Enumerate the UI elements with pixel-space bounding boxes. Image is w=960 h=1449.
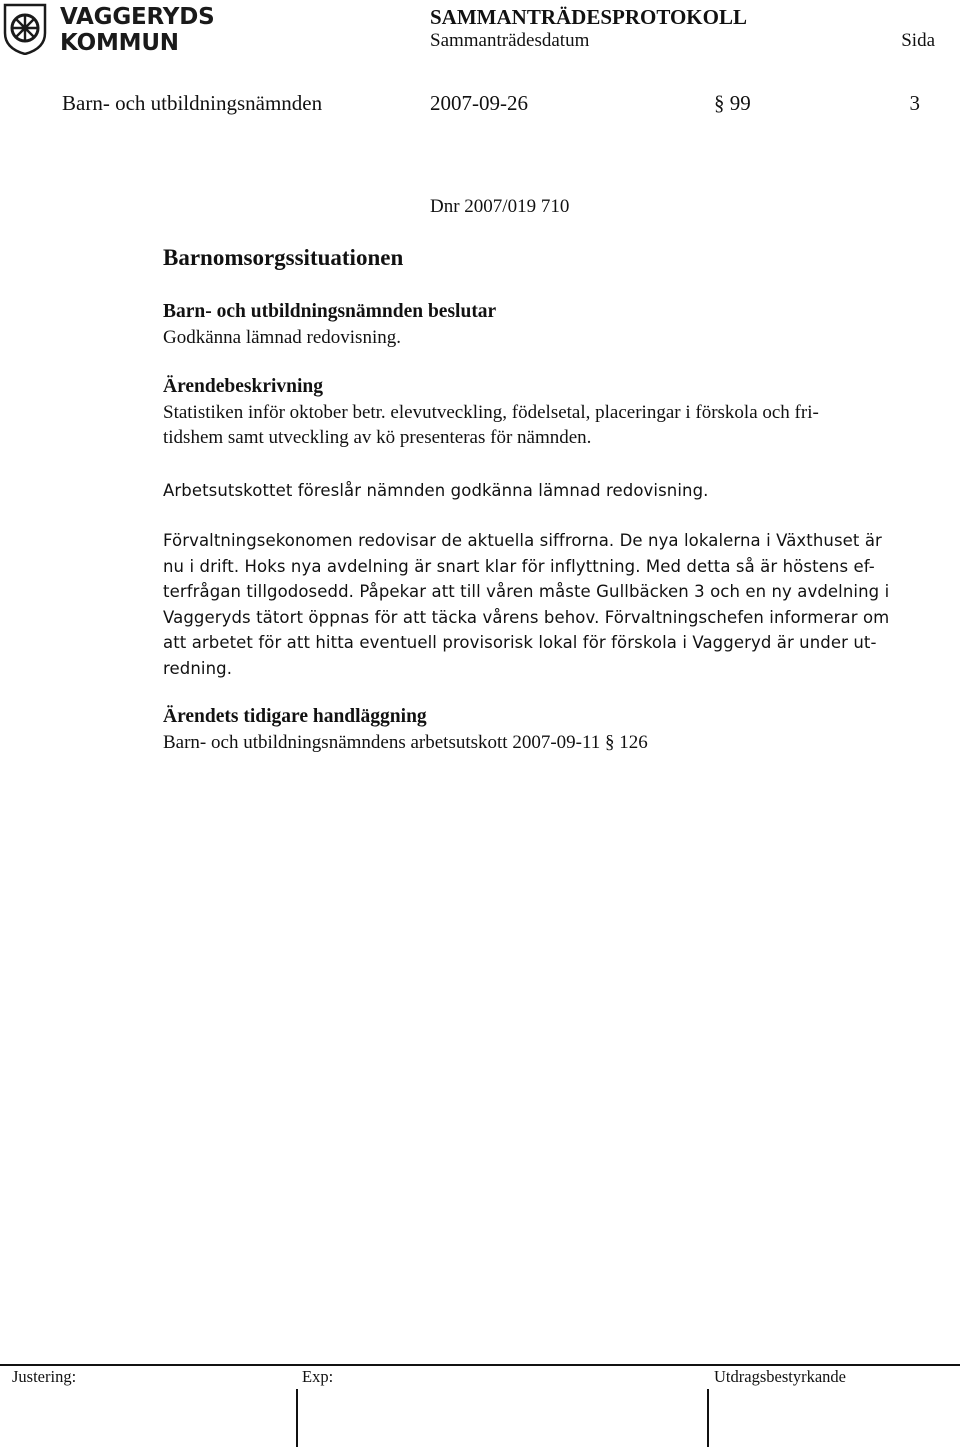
history-paragraph-sign: § xyxy=(605,731,615,753)
report-line: nu i drift. Hoks nya avdelning är snart klar för inflyttning. Med detta så är höstens ef- xyxy=(163,556,875,576)
history-paragraph-number: 126 xyxy=(619,731,648,753)
history-committee-date: Barn- och utbildningsnämndens arbetsutskott 2007-09-11 xyxy=(163,731,601,753)
document-body xyxy=(163,245,923,271)
footer-signature-divider xyxy=(296,1389,298,1447)
case-title: Barnomsorgssituationen xyxy=(163,245,404,270)
logo-wordmark xyxy=(60,4,214,56)
proposal-text: Arbetsutskottet föreslår nämnden godkänna lämnad redovisning. xyxy=(163,481,709,500)
meeting-date: 2007-09-26 xyxy=(430,91,528,115)
logo-line-2: KOMMUN xyxy=(60,30,179,56)
footer-exp-label: Exp: xyxy=(302,1367,334,1386)
decision-section xyxy=(163,299,923,350)
report-line: Vaggeryds tätort öppnas för att täcka vårens behov. Förvaltningschefen informerar om xyxy=(163,607,890,627)
paragraph-sign: § xyxy=(714,91,725,115)
proposal-section xyxy=(163,478,923,504)
footer-signature-divider xyxy=(707,1389,709,1447)
description-line: Statistiken inför oktober betr. elevutveckling, födelsetal, placeringar i förskola och fri- xyxy=(163,401,819,423)
decision-heading: Barn- och utbildningsnämnden beslutar xyxy=(163,301,497,322)
page-number: 3 xyxy=(909,91,920,115)
history-section xyxy=(163,704,923,755)
description-line: tidshem samt utveckling av kö presenteras för nämnden. xyxy=(163,427,592,448)
municipality-logo xyxy=(0,0,215,58)
footer-utdrag-label: Utdragsbestyrkande xyxy=(714,1367,846,1386)
committee-name: Barn- och utbildningsnämnden xyxy=(62,91,323,115)
logo-line-1: VAGGERYDS xyxy=(60,4,215,30)
footer-divider xyxy=(0,1364,960,1366)
history-text xyxy=(163,730,923,756)
report-section xyxy=(163,528,923,681)
description-heading: Ärendebeskrivning xyxy=(163,376,323,397)
decision-text: Godkänna lämnad redovisning. xyxy=(163,326,401,348)
report-line: redning. xyxy=(163,658,233,678)
description-section xyxy=(163,374,923,451)
paragraph-number: 99 xyxy=(729,91,751,115)
report-line: att arbetet för att hitta eventuell provisorisk lokal för förskola i Vaggeryd är under ut- xyxy=(163,633,877,652)
report-line: terfrågan tillgodosedd. Påpekar att till våren måste Gullbäcken 3 och en ny avdelning i xyxy=(163,582,890,601)
coat-of-arms-icon xyxy=(2,3,48,55)
page-label: Sida xyxy=(901,30,935,51)
footer-justering-label: Justering: xyxy=(12,1367,77,1386)
case-number: Dnr 2007/019 710 xyxy=(430,196,570,217)
paragraph-reference xyxy=(714,91,751,116)
history-heading: Ärendets tidigare handläggning xyxy=(163,706,427,727)
report-line: Förvaltningsekonomen redovisar de aktuella siffrorna. De nya lokalerna i Växthuset är xyxy=(163,531,882,550)
document-type: SAMMANTRÄDESPROTOKOLL xyxy=(430,5,747,29)
meeting-date-label: Sammanträdesdatum xyxy=(430,30,590,51)
